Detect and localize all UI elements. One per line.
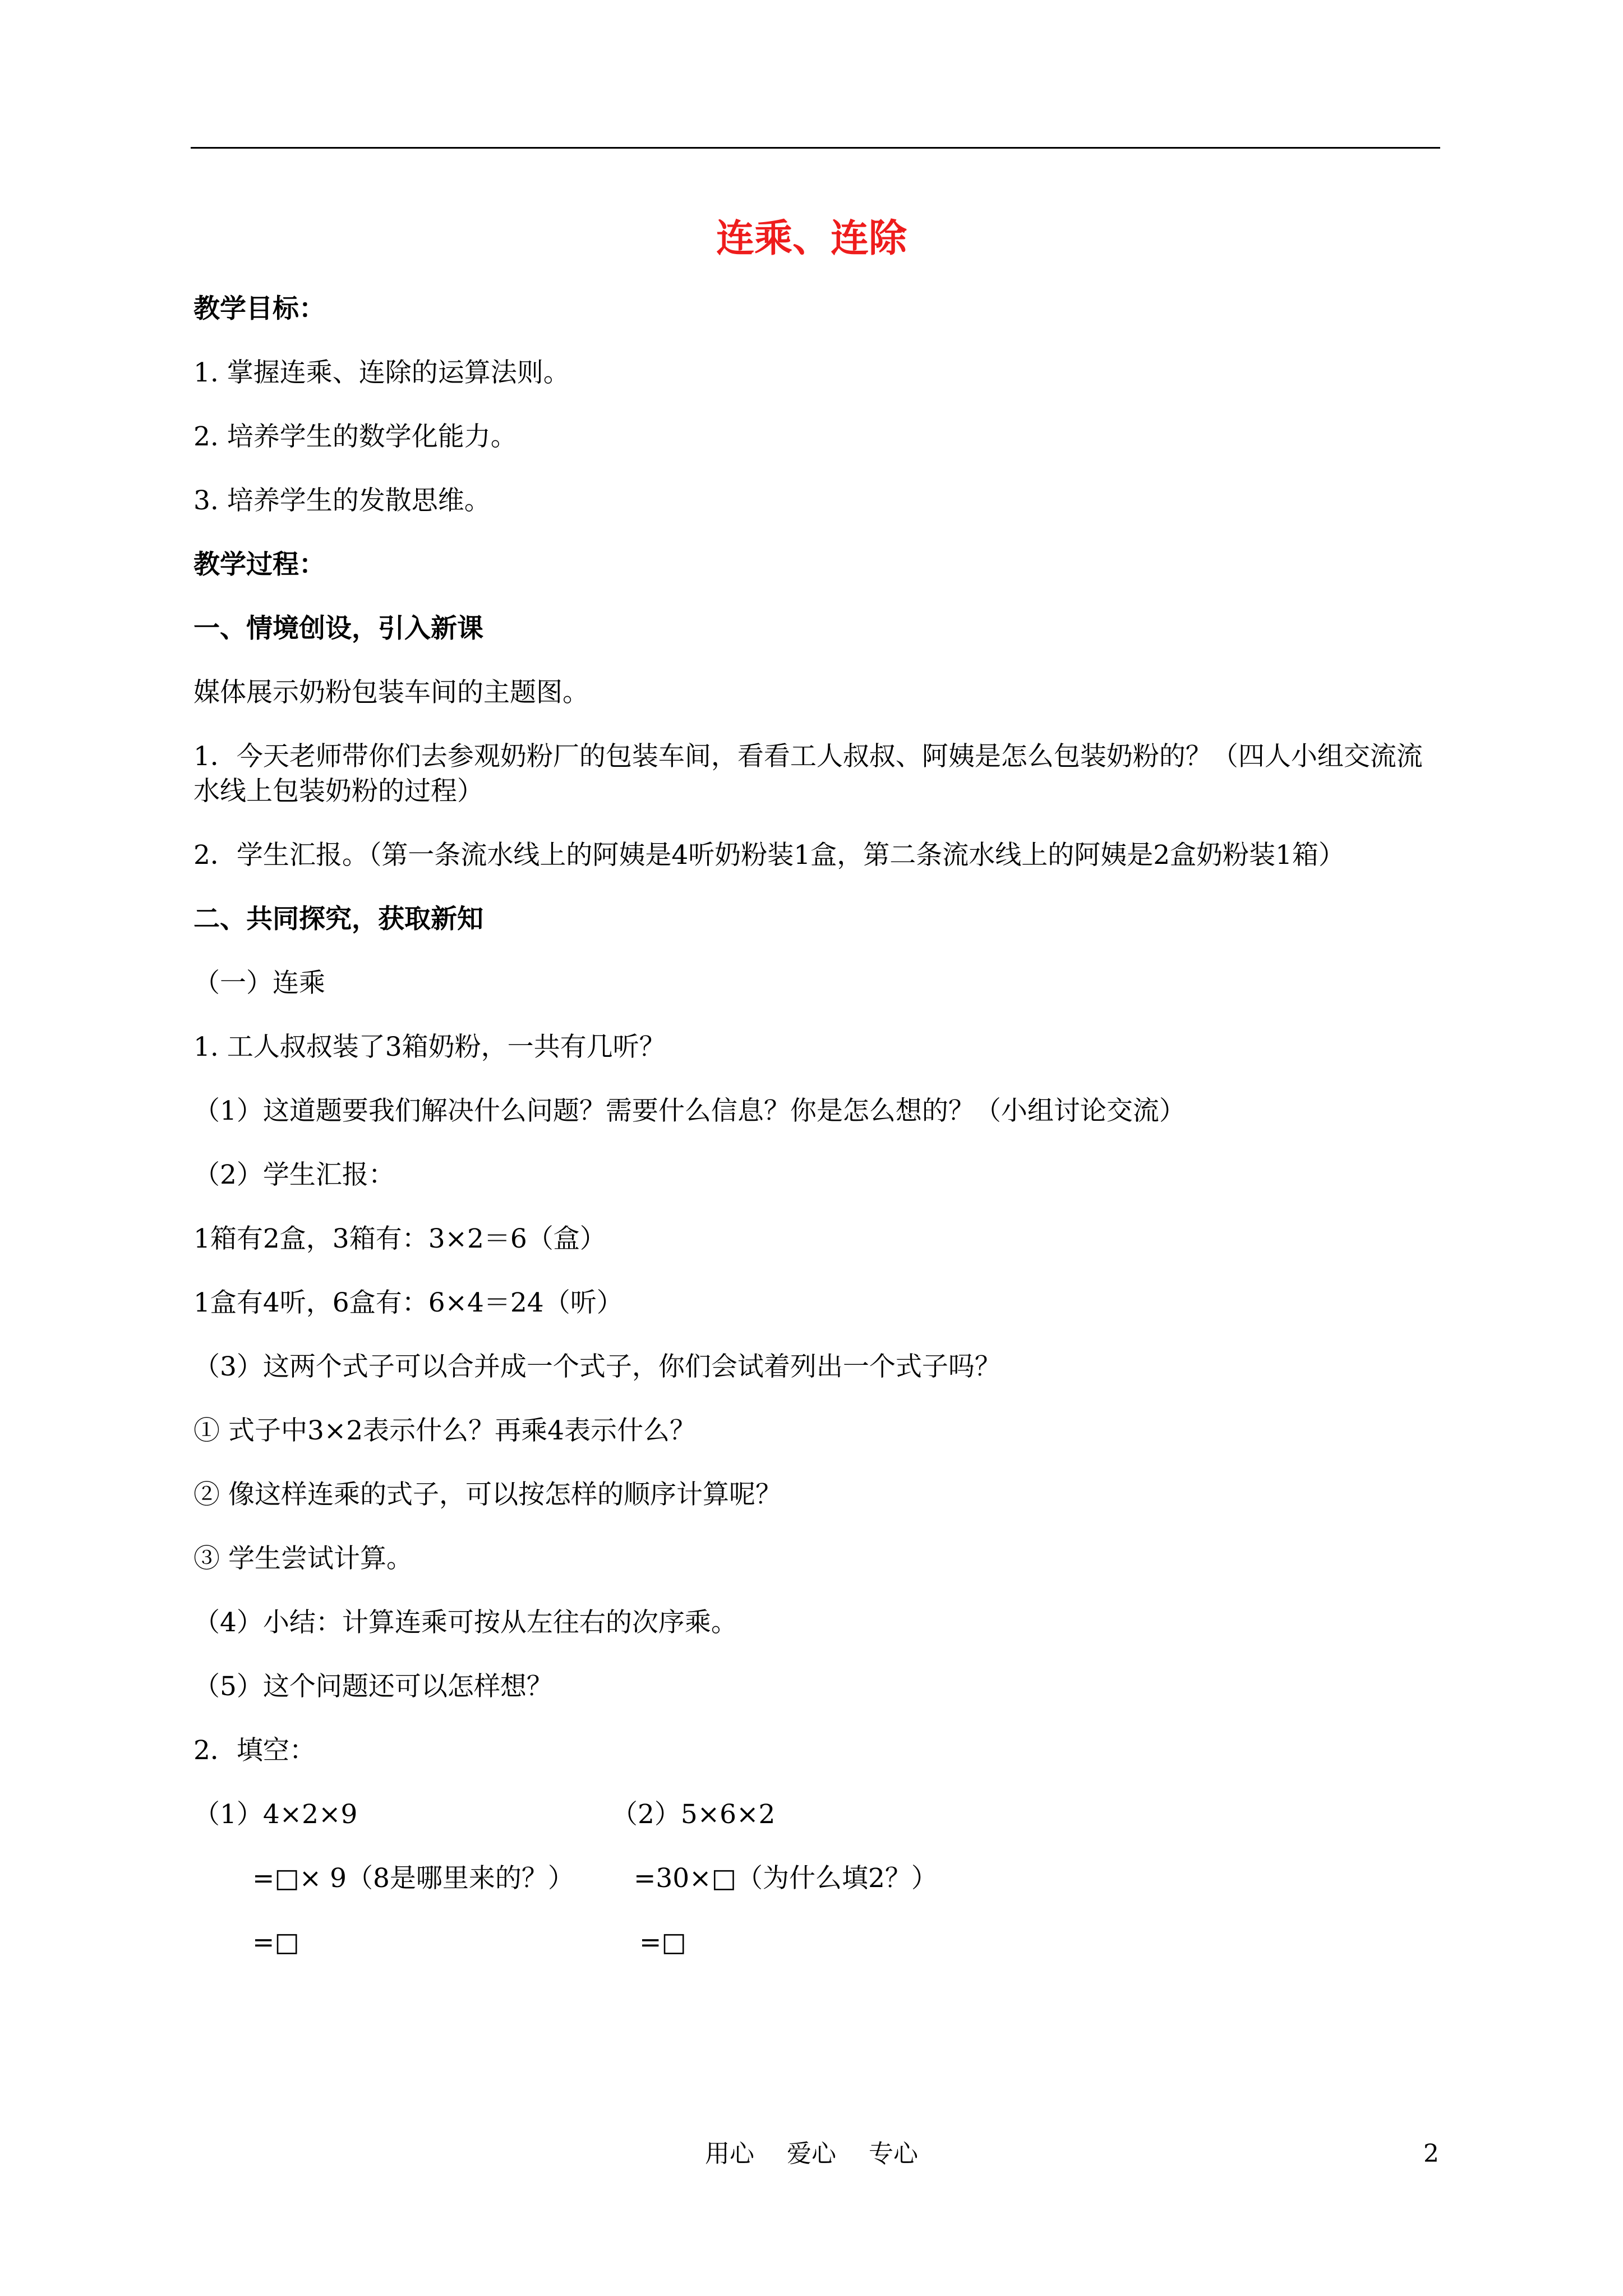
paragraph: （4）小结：计算连乘可按从左往右的次序乘。 — [193, 1607, 737, 1638]
paragraph: （3）这两个式子可以合并成一个式子，你们会试着列出一个式子吗？ — [193, 1351, 1001, 1382]
goal-item: 2. 培养学生的数学化能力。 — [193, 421, 517, 452]
footer-word: 用心 — [705, 2139, 754, 2168]
fill-row — [193, 1797, 1441, 1832]
page-title: 连乘、连除 — [716, 216, 907, 261]
paragraph: （1）这道题要我们解决什么问题？需要什么信息？你是怎么想的？（小组讨论交流） — [193, 1096, 1186, 1126]
paragraph: 2．填空： — [193, 1735, 316, 1766]
question-item: ③ 学生尝试计算。 — [193, 1543, 413, 1574]
question-item: ① 式子中3×2表示什么？再乘4表示什么？ — [193, 1415, 697, 1446]
equation-line: 1盒有4听，6盒有：6×4＝24（听） — [193, 1287, 623, 1318]
footer-word: 爱心 — [787, 2139, 836, 2168]
fill-row — [193, 1925, 1441, 1960]
fill-right-expression: （2）5×6×2 — [611, 1799, 776, 1830]
page-number: 2 — [1423, 2139, 1439, 2168]
section-heading: 一、情境创设，引入新课 — [193, 613, 483, 644]
section-heading: 教学目标： — [193, 293, 325, 324]
fill-left-result: =□ — [252, 1927, 299, 1958]
paragraph: 1．今天老师带你们去参观奶粉厂的包装车间，看看工人叔叔、阿姨是怎么包装奶粉的？（四人小组交流流水线上包装奶粉的过程） — [193, 741, 1423, 807]
subsection-heading: （一）连乘 — [193, 968, 325, 999]
question-item: ② 像这样连乘的式子，可以按怎样的顺序计算呢？ — [193, 1479, 782, 1510]
footer-motto — [0, 2137, 1623, 2171]
equation-line: 1箱有2盒，3箱有：3×2＝6（盒） — [193, 1223, 606, 1254]
fill-left-step: =□× 9（8是哪里来的？） — [252, 1863, 574, 1894]
fill-right-step: =30×□（为什么填2？） — [634, 1863, 938, 1894]
fill-left-expression: （1）4×2×9 — [193, 1799, 358, 1830]
fill-row — [193, 1861, 1441, 1896]
document-body — [193, 292, 1441, 1989]
paragraph: （2）学生汇报： — [193, 1159, 395, 1190]
goal-item: 1. 掌握连乘、连除的运算法则。 — [193, 357, 570, 388]
paragraph: （5）这个问题还可以怎样想？ — [193, 1671, 553, 1702]
header-rule — [191, 147, 1440, 149]
footer-word: 专心 — [869, 2139, 918, 2168]
fill-right-result: =□ — [639, 1927, 686, 1958]
paragraph: 媒体展示奶粉包装车间的主题图。 — [193, 677, 589, 708]
section-heading: 二、共同探究，获取新知 — [193, 904, 483, 935]
goal-item: 3. 培养学生的发散思维。 — [193, 485, 491, 516]
paragraph: 2．学生汇报。（第一条流水线上的阿姨是4听奶粉装1盒，第二条流水线上的阿姨是2盒奶粉装1箱） — [193, 840, 1345, 871]
paragraph: 1. 工人叔叔装了3箱奶粉，一共有几听？ — [193, 1032, 666, 1062]
section-heading: 教学过程： — [193, 549, 325, 580]
